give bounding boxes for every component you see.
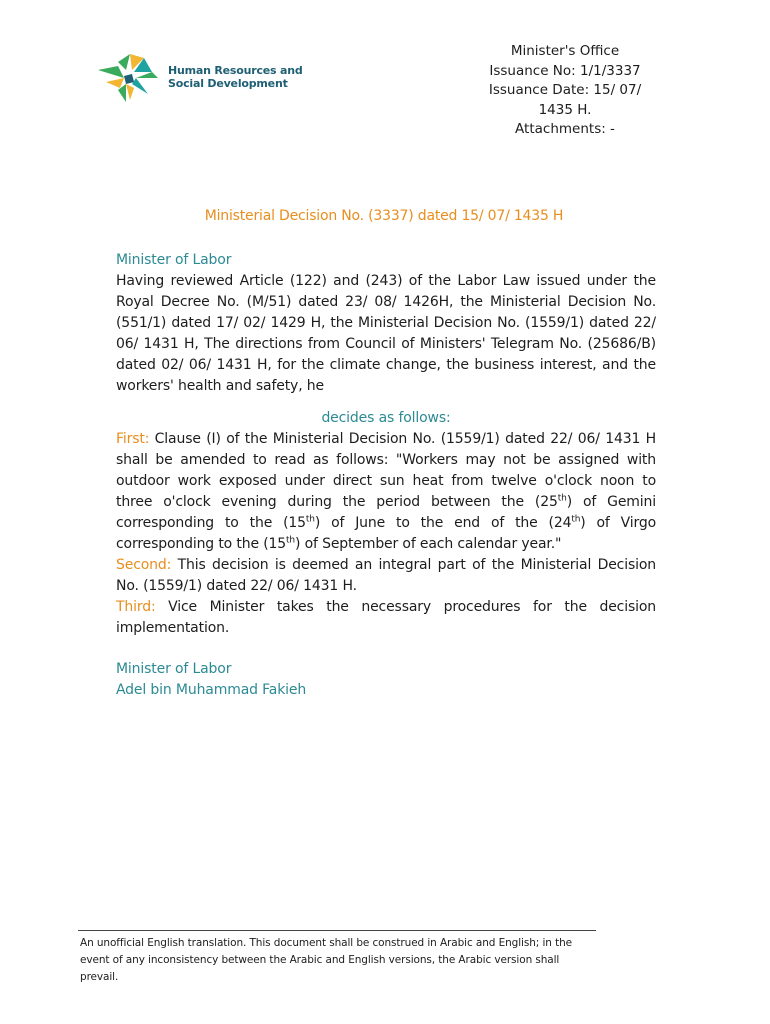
superscript: th <box>286 535 295 546</box>
signature-block <box>116 659 656 701</box>
decision-title: Ministerial Decision No. (3337) dated 15/ 07/ 1435 H <box>204 208 564 224</box>
ministry-logo <box>96 50 303 104</box>
logo-line-1: Human Resources and <box>168 64 303 77</box>
issuance-date-line-2: 1435 H. <box>538 101 592 118</box>
footer-disclaimer: An unofficial English translation. This document shall be construed in Arabic and English; in the event of any inconsistency between the Arabic and English versions, the Arabic version shall prevail. <box>80 937 573 983</box>
clause-third-label: Third: <box>116 599 156 615</box>
clause-first-text-d: ) of Virgo corresponding to the (15 <box>116 515 656 552</box>
opening-heading: Minister of Labor <box>116 252 232 268</box>
superscript: th <box>557 493 567 504</box>
office-label: Minister's Office <box>510 43 620 59</box>
logo-line-2: Social Development <box>168 77 288 90</box>
clause-second <box>116 555 656 597</box>
clause-first-label: First: <box>116 431 150 447</box>
issuance-number: Issuance No: 1/1/3337 <box>489 62 641 79</box>
clause-first-text-a: Clause (I) of the Ministerial Decision No. (1559/1) dated 22/ 06/ 1431 H shall be amended to read as follows: "Workers may not be assigned with outdoor work exposed under direct sun heat from twelve o'clock noon to three o'clock evening during the period between the (25 <box>116 431 656 510</box>
superscript: th <box>571 514 581 525</box>
preamble-paragraph: Having reviewed Article (122) and (243) of the Labor Law issued under the Royal Decree No. (M/51) dated 23/ 08/ 1426H, the Ministerial Decision No. (551/1) dated 17/ 02/ 1429 H, the Ministerial Decision No. (1559/1) dated 22/ 06/ 1431 H, The directions from Council of Ministers' Telegram No. (25686/B) dated 02/ 06/ 1431 H, for the climate change, the business interest, and the workers' health and safety, he <box>116 273 656 394</box>
signature-name: Adel bin Muhammad Fakieh <box>116 682 307 698</box>
signature-role: Minister of Labor <box>116 661 232 677</box>
decides-heading: decides as follows: <box>321 410 451 426</box>
clause-third <box>116 597 656 639</box>
clause-first-text-e: ) of September of each calendar year." <box>294 536 562 552</box>
attachments: Attachments: - <box>515 121 615 137</box>
clause-second-text: This decision is deemed an integral part of the Ministerial Decision No. (1559/1) dated 22/ 06/ 1431 H. <box>116 557 656 594</box>
clause-third-text: Vice Minister takes the necessary procedures for the decision implementation. <box>116 599 656 636</box>
clause-first-text-c: ) of June to the end of the (24 <box>314 515 572 531</box>
clause-second-label: Second: <box>116 557 172 573</box>
document-body <box>116 250 656 701</box>
footer-divider <box>78 930 596 931</box>
issuance-date-line-1: Issuance Date: 15/ 07/ <box>488 82 642 98</box>
clause-first <box>116 429 656 555</box>
superscript: th <box>305 514 315 525</box>
star-emblem-icon <box>96 50 162 104</box>
clause-first-text-b: ) of Gemini corresponding to the (15 <box>116 494 656 531</box>
issuance-block <box>470 42 660 140</box>
